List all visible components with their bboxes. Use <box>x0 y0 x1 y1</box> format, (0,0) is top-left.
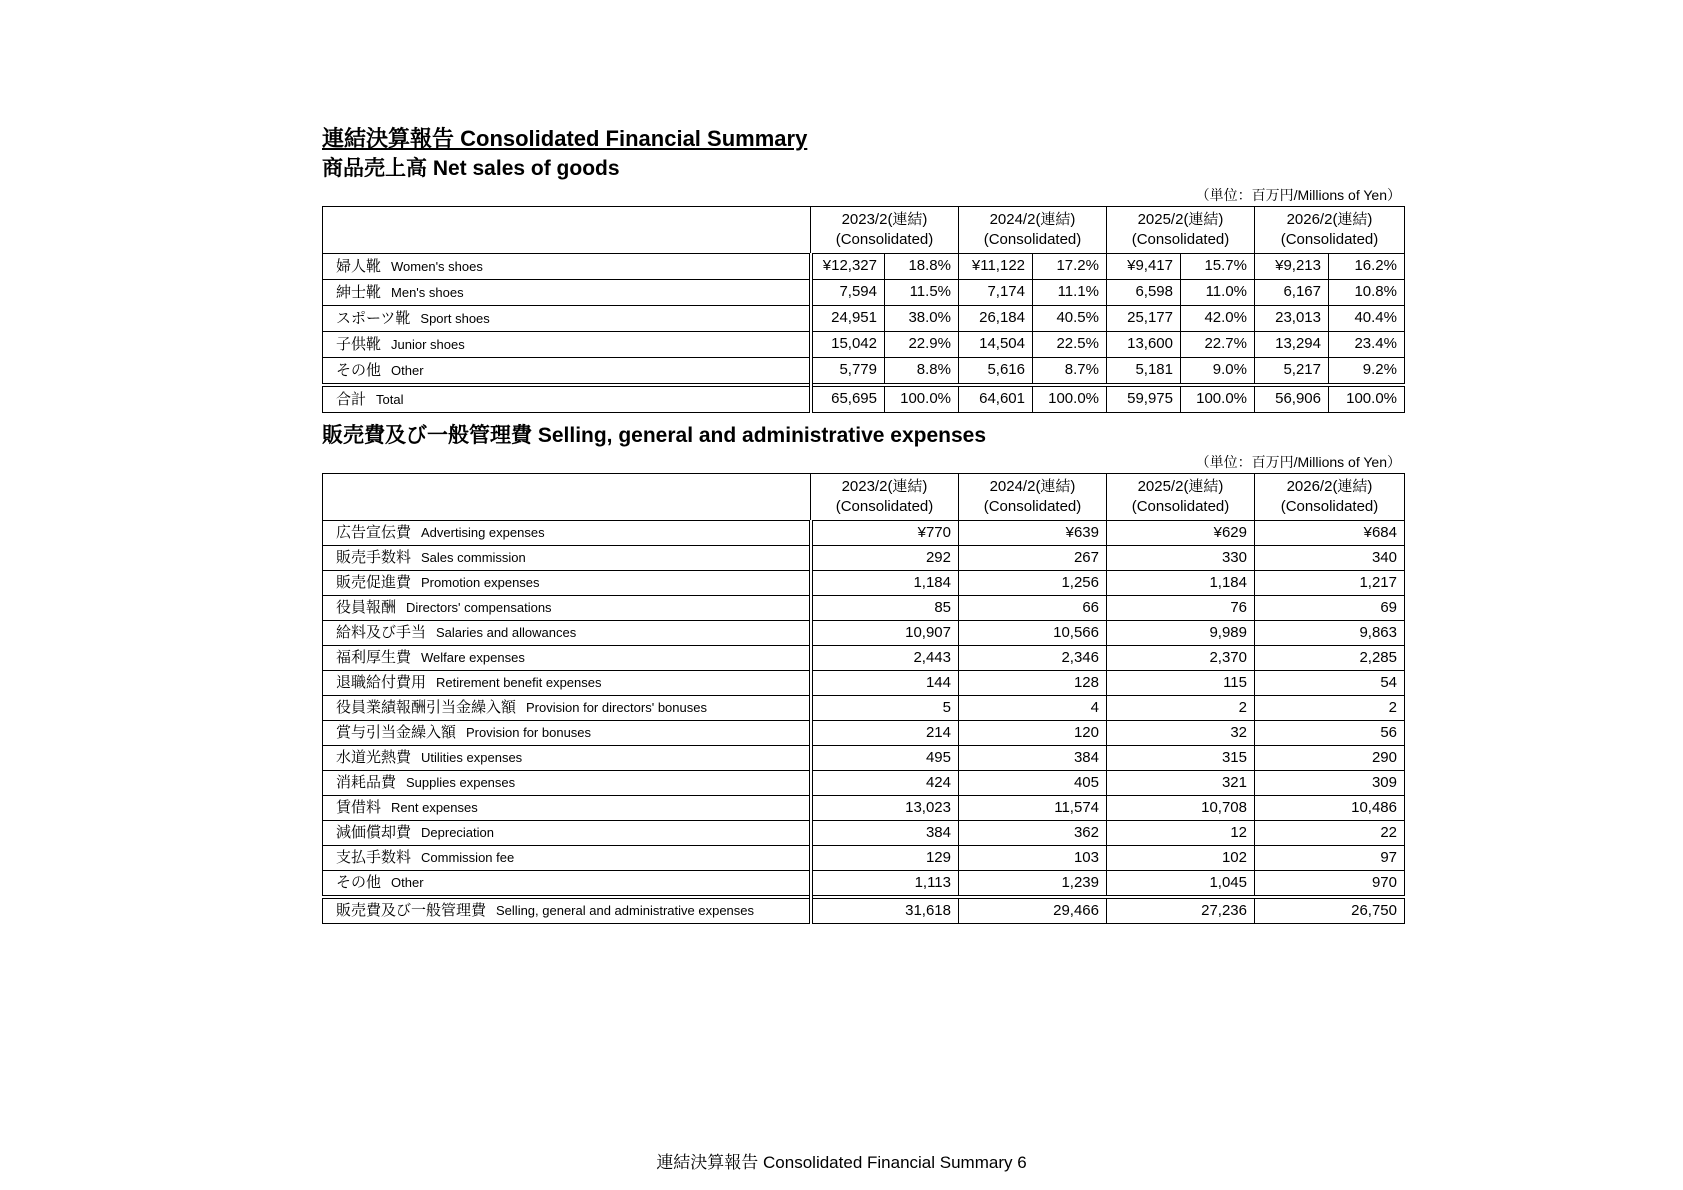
value-cell: 85 <box>811 596 959 621</box>
value-cell: 12 <box>1107 821 1255 846</box>
row-label <box>323 596 811 621</box>
sga-row <box>323 871 1405 898</box>
row-label-jp: 合計 <box>336 390 367 408</box>
value-cell: 102 <box>1107 846 1255 871</box>
value-cell: 10,566 <box>959 621 1107 646</box>
row-label-en: Provision for bonuses <box>466 725 592 740</box>
value-cell: 23.4% <box>1329 332 1405 358</box>
value-cell: 144 <box>811 671 959 696</box>
value-cell: 384 <box>959 746 1107 771</box>
value-cell: 31,618 <box>811 897 959 924</box>
row-label <box>323 254 811 280</box>
row-label <box>323 306 811 332</box>
value-cell: 7,174 <box>959 280 1033 306</box>
sga-row <box>323 821 1405 846</box>
sga-unit-note: （単位：百万円/Millions of Yen） <box>1195 454 1401 470</box>
row-label-en: Utilities expenses <box>421 750 523 765</box>
row-label-en: Welfare expenses <box>421 650 525 665</box>
value-cell: 11.5% <box>885 280 959 306</box>
row-label-en: Depreciation <box>421 825 495 840</box>
value-cell: 15,042 <box>811 332 885 358</box>
value-cell: 40.5% <box>1033 306 1107 332</box>
value-cell: 1,217 <box>1255 571 1405 596</box>
row-label <box>323 721 811 746</box>
value-cell: ¥629 <box>1107 521 1255 546</box>
value-cell: 66 <box>959 596 1107 621</box>
row-label-en: Rent expenses <box>391 800 478 815</box>
row-label <box>323 332 811 358</box>
row-label <box>323 696 811 721</box>
value-cell: 1,045 <box>1107 871 1255 898</box>
row-label-jp: その他 <box>336 874 382 891</box>
value-cell: 405 <box>959 771 1107 796</box>
row-label-en: Advertising expenses <box>421 525 545 540</box>
sales-row <box>323 358 1405 386</box>
value-cell: ¥770 <box>811 521 959 546</box>
value-cell: 18.8% <box>885 254 959 280</box>
value-cell: 129 <box>811 846 959 871</box>
sga-col-header: 2024/2(連結) (Consolidated) <box>959 474 1107 521</box>
row-label <box>323 771 811 796</box>
value-cell: 9.2% <box>1329 358 1405 386</box>
value-cell: 11.1% <box>1033 280 1107 306</box>
sga-row <box>323 621 1405 646</box>
value-cell: ¥684 <box>1255 521 1405 546</box>
row-label-en: Other <box>391 362 424 378</box>
value-cell: 38.0% <box>885 306 959 332</box>
value-cell: 2 <box>1107 696 1255 721</box>
sga-row <box>323 746 1405 771</box>
value-cell: 54 <box>1255 671 1405 696</box>
value-cell: 309 <box>1255 771 1405 796</box>
value-cell: 64,601 <box>959 385 1033 413</box>
sga-row <box>323 646 1405 671</box>
sga-row <box>323 846 1405 871</box>
value-cell: 5 <box>811 696 959 721</box>
sga-row <box>323 671 1405 696</box>
value-cell: 2,285 <box>1255 646 1405 671</box>
row-label <box>323 746 811 771</box>
value-cell: 321 <box>1107 771 1255 796</box>
sales-row-total <box>323 385 1405 413</box>
value-cell: 9,989 <box>1107 621 1255 646</box>
sga-row <box>323 696 1405 721</box>
row-label-jp: 広告宣伝費 <box>336 524 412 541</box>
row-label <box>323 871 811 898</box>
value-cell: 362 <box>959 821 1107 846</box>
row-label <box>323 621 811 646</box>
page-footer: 連結決算報告 Consolidated Financial Summary 6 <box>656 1153 1027 1172</box>
sales-row <box>323 332 1405 358</box>
row-label-jp: その他 <box>336 361 382 379</box>
row-label <box>323 385 811 413</box>
value-cell: 384 <box>811 821 959 846</box>
sales-row <box>323 280 1405 306</box>
row-label <box>323 646 811 671</box>
row-label-jp: 婦人靴 <box>336 257 382 275</box>
row-label-en: Sales commission <box>421 550 526 565</box>
net-sales-table <box>322 206 1405 413</box>
sga-row <box>323 796 1405 821</box>
value-cell: 25,177 <box>1107 306 1181 332</box>
value-cell: 15.7% <box>1181 254 1255 280</box>
value-cell: 76 <box>1107 596 1255 621</box>
value-cell: 340 <box>1255 546 1405 571</box>
value-cell: 22.5% <box>1033 332 1107 358</box>
value-cell: 13,600 <box>1107 332 1181 358</box>
row-label-jp: 賃借料 <box>336 799 382 816</box>
row-label-en: Salaries and allowances <box>436 625 577 640</box>
sga-col-header: 2025/2(連結) (Consolidated) <box>1107 474 1255 521</box>
value-cell: 59,975 <box>1107 385 1181 413</box>
row-label-en: Supplies expenses <box>406 775 516 790</box>
value-cell: 115 <box>1107 671 1255 696</box>
row-label-en: Junior shoes <box>391 336 465 352</box>
row-label-jp: 消耗品費 <box>336 774 397 791</box>
row-label <box>323 280 811 306</box>
row-label <box>323 571 811 596</box>
value-cell: 10,907 <box>811 621 959 646</box>
sga-col-header: 2023/2(連結) (Consolidated) <box>811 474 959 521</box>
row-label-en: Other <box>391 875 424 890</box>
row-label <box>323 897 811 924</box>
value-cell: 128 <box>959 671 1107 696</box>
value-cell: 56,906 <box>1255 385 1329 413</box>
row-label-jp: 退職給付費用 <box>336 674 427 691</box>
value-cell: 56 <box>1255 721 1405 746</box>
value-cell: ¥11,122 <box>959 254 1033 280</box>
sales-unit-note: （単位：百万円/Millions of Yen） <box>1195 187 1401 203</box>
value-cell: 5,181 <box>1107 358 1181 386</box>
value-cell: 10,486 <box>1255 796 1405 821</box>
sga-row <box>323 521 1405 546</box>
sga-table <box>322 473 1405 924</box>
sales-header-blank <box>323 207 811 254</box>
value-cell: 9,863 <box>1255 621 1405 646</box>
value-cell: 315 <box>1107 746 1255 771</box>
row-label-en: Promotion expenses <box>421 575 540 590</box>
row-label-jp: 賞与引当金繰入額 <box>336 724 457 741</box>
value-cell: 42.0% <box>1181 306 1255 332</box>
row-label-en: Directors' compensations <box>406 600 552 615</box>
row-label-en: Provision for directors' bonuses <box>526 700 707 715</box>
value-cell: 69 <box>1255 596 1405 621</box>
sga-header-blank <box>323 474 811 521</box>
value-cell: ¥9,213 <box>1255 254 1329 280</box>
sga-row <box>323 771 1405 796</box>
value-cell: 65,695 <box>811 385 885 413</box>
sga-section-title: 販売費及び一般管理費 Selling, general and administrative expenses <box>322 424 987 447</box>
row-label-jp: 役員業績報酬引当金繰入額 <box>336 699 517 716</box>
value-cell: 29,466 <box>959 897 1107 924</box>
sga-row <box>323 596 1405 621</box>
value-cell: ¥9,417 <box>1107 254 1181 280</box>
value-cell: 26,184 <box>959 306 1033 332</box>
row-label-jp: 支払手数料 <box>336 849 412 866</box>
sales-col-header: 2023/2(連結) (Consolidated) <box>811 207 959 254</box>
value-cell: 11,574 <box>959 796 1107 821</box>
row-label <box>323 358 811 386</box>
value-cell: 97 <box>1255 846 1405 871</box>
value-cell: 13,023 <box>811 796 959 821</box>
row-label <box>323 671 811 696</box>
sales-col-header: 2026/2(連結) (Consolidated) <box>1255 207 1405 254</box>
row-label-en: Women's shoes <box>391 258 483 274</box>
row-label-jp: 水道光熱費 <box>336 749 412 766</box>
value-cell: 7,594 <box>811 280 885 306</box>
value-cell: 22.9% <box>885 332 959 358</box>
row-label <box>323 846 811 871</box>
row-label-en: Total <box>376 391 404 407</box>
value-cell: 32 <box>1107 721 1255 746</box>
value-cell: 100.0% <box>1329 385 1405 413</box>
value-cell: 424 <box>811 771 959 796</box>
value-cell: 5,616 <box>959 358 1033 386</box>
value-cell: 27,236 <box>1107 897 1255 924</box>
value-cell: 24,951 <box>811 306 885 332</box>
value-cell: 2,346 <box>959 646 1107 671</box>
value-cell: 100.0% <box>1181 385 1255 413</box>
row-label-jp: 販売手数料 <box>336 549 412 566</box>
value-cell: ¥12,327 <box>811 254 885 280</box>
value-cell: 1,239 <box>959 871 1107 898</box>
value-cell: 40.4% <box>1329 306 1405 332</box>
row-label-en: Retirement benefit expenses <box>436 675 602 690</box>
row-label-en: Men's shoes <box>391 284 464 300</box>
value-cell: 22.7% <box>1181 332 1255 358</box>
row-label <box>323 521 811 546</box>
value-cell: 14,504 <box>959 332 1033 358</box>
sga-row <box>323 721 1405 746</box>
row-label <box>323 546 811 571</box>
value-cell: 4 <box>959 696 1107 721</box>
value-cell: 120 <box>959 721 1107 746</box>
row-label-en: Sport shoes <box>420 310 490 326</box>
row-label-en: Commission fee <box>421 850 515 865</box>
row-label-jp: 給料及び手当 <box>336 624 427 641</box>
value-cell: 100.0% <box>1033 385 1107 413</box>
value-cell: 290 <box>1255 746 1405 771</box>
value-cell: 23,013 <box>1255 306 1329 332</box>
value-cell: 5,779 <box>811 358 885 386</box>
sales-section-title: 商品売上高 Net sales of goods <box>322 157 620 180</box>
value-cell: 970 <box>1255 871 1405 898</box>
value-cell: 100.0% <box>885 385 959 413</box>
sga-col-header: 2026/2(連結) (Consolidated) <box>1255 474 1405 521</box>
report-body <box>322 126 1404 924</box>
value-cell: 10,708 <box>1107 796 1255 821</box>
value-cell: 495 <box>811 746 959 771</box>
value-cell: 1,184 <box>811 571 959 596</box>
value-cell: 5,217 <box>1255 358 1329 386</box>
sga-header-row <box>323 474 1405 521</box>
row-label-jp: 減価償却費 <box>336 824 412 841</box>
value-cell: 10.8% <box>1329 280 1405 306</box>
value-cell: 8.7% <box>1033 358 1107 386</box>
value-cell: 2 <box>1255 696 1405 721</box>
row-label-jp: 紳士靴 <box>336 283 382 301</box>
value-cell: 16.2% <box>1329 254 1405 280</box>
value-cell: 330 <box>1107 546 1255 571</box>
row-label-jp: スポーツ靴 <box>336 309 411 327</box>
sga-row <box>323 571 1405 596</box>
row-label-jp: 子供靴 <box>336 335 382 353</box>
value-cell: 8.8% <box>885 358 959 386</box>
value-cell: 2,370 <box>1107 646 1255 671</box>
value-cell: 13,294 <box>1255 332 1329 358</box>
value-cell: 267 <box>959 546 1107 571</box>
value-cell: 1,184 <box>1107 571 1255 596</box>
value-cell: 1,113 <box>811 871 959 898</box>
value-cell: 214 <box>811 721 959 746</box>
value-cell: 22 <box>1255 821 1405 846</box>
row-label-jp: 役員報酬 <box>336 599 397 616</box>
value-cell: 292 <box>811 546 959 571</box>
sga-row <box>323 546 1405 571</box>
row-label-jp: 販売費及び一般管理費 <box>336 902 487 919</box>
value-cell: 103 <box>959 846 1107 871</box>
sales-header-row <box>323 207 1405 254</box>
value-cell: 9.0% <box>1181 358 1255 386</box>
row-label-jp: 販売促進費 <box>336 574 412 591</box>
value-cell: 11.0% <box>1181 280 1255 306</box>
row-label-jp: 福利厚生費 <box>336 649 412 666</box>
sales-col-header: 2025/2(連結) (Consolidated) <box>1107 207 1255 254</box>
page-title: 連結決算報告 Consolidated Financial Summary <box>322 126 808 151</box>
value-cell: 2,443 <box>811 646 959 671</box>
value-cell: ¥639 <box>959 521 1107 546</box>
sga-row-total <box>323 897 1405 924</box>
value-cell: 17.2% <box>1033 254 1107 280</box>
value-cell: 6,598 <box>1107 280 1181 306</box>
sales-row <box>323 306 1405 332</box>
value-cell: 26,750 <box>1255 897 1405 924</box>
sales-col-header: 2024/2(連結) (Consolidated) <box>959 207 1107 254</box>
sales-row <box>323 254 1405 280</box>
row-label <box>323 796 811 821</box>
row-label-en: Selling, general and administrative expenses <box>496 903 755 918</box>
value-cell: 1,256 <box>959 571 1107 596</box>
value-cell: 6,167 <box>1255 280 1329 306</box>
row-label <box>323 821 811 846</box>
